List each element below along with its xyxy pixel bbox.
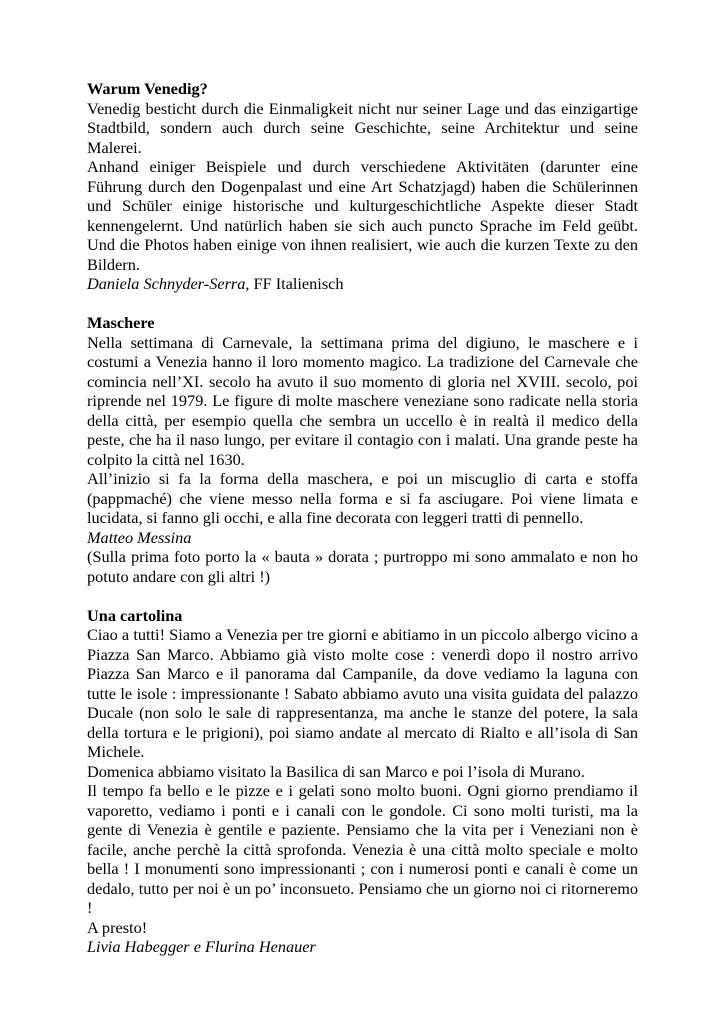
closing-line: A presto! <box>87 917 148 937</box>
author-role: , FF Italienisch <box>245 274 344 293</box>
note-paragraph: (Sulla prima foto porto la « bauta » dorata ; purtroppo mi sono ammalato e non ho potuto andare con gli altri !) <box>87 547 638 586</box>
author-signature <box>87 274 638 294</box>
section-una-cartolina <box>87 606 638 957</box>
author-signature: Livia Habegger e Flurina Henauer <box>87 937 316 956</box>
paragraph: Anhand einiger Beispiele und durch verschiedene Aktivitäten (darunter eine Führung durch den Dogenpalast und eine Art Schatzjagd) haben die Schülerinnen und Schüler einige historische und kulturgeschichtliche Aspekte dieser Stadt kennengelernt. Und natürlich haben sie sich auch puncto Sprache im Feld geübt. Und die Photos haben einige von ihnen realisiert, wie auch die kurzen Texte zu den Bildern. <box>87 157 638 274</box>
section-warum-venedig <box>87 79 638 294</box>
section-title: Warum Venedig? <box>87 79 208 98</box>
author-signature: Matteo Messina <box>87 527 192 547</box>
paragraph: Il tempo fa bello e le pizze e i gelati sono molto buoni. Ogni giorno prendiamo il vaporetto, vediamo i ponti e i canali con le gondole. Ci sono molti turisti, ma la gente di Venezia è gentile e paziente. Pensiamo che la vita per i Veneziani non è facile, anche perchè la città sprofonda. Venezia è una città molto speciale e molto bella ! I monumenti sono impressionanti ; con i numerosi ponti e canali è come un dedalo, tutto per noi è un po’ inconsueto. Pensiamo che un giorno noi ci ritorneremo ! <box>87 781 638 917</box>
paragraph: Domenica abbiamo visitato la Basilica di san Marco e poi l’isola di Murano. <box>87 761 585 781</box>
spacer <box>87 294 638 314</box>
paragraph: Nella settimana di Carnevale, la settimana prima del digiuno, le maschere e i costumi a Venezia hanno il loro momento magico. La tradizione del Carnevale che comincia nell’XI. secolo ha avuto il suo momento di gloria nel XVIII. secolo, poi riprende nel 1979. Le figure di molte maschere veneziane sono radicate nella storia della città, per esempio quella che sembra un uccello è in realtà il medico della peste, che ha il naso lungo, per evitare il contagio con i malati. Una grande peste ha colpito la città nel 1630. <box>87 332 638 469</box>
paragraph: Ciao a tutti! Siamo a Venezia per tre giorni e abitiamo in un piccolo albergo vicino a Piazza San Marco. Abbiamo già visto molte cose : venerdì dopo il nostro arrivo Piazza San Marco e il panorama dal Campanile, da dove vediamo la laguna con tutte le isole : impressionante ! Sabato abbiamo avuto una visita guidata del palazzo Ducale (non solo le sale di rappresentanza, ma anche le stanze del potere, la sala della tortura e le prigioni), poi siamo andate al mercato di Rialto e all’isola di San Michele. <box>87 625 638 761</box>
section-title: Maschere <box>87 313 155 332</box>
section-maschere <box>87 313 638 586</box>
section-title: Una cartolina <box>87 605 183 625</box>
paragraph: Venedig besticht durch die Einmaligkeit nicht nur seiner Lage und das einzigartige Stadtbild, sondern auch durch seine Geschichte, seine Architektur und seine Malerei. <box>87 98 638 157</box>
document-page <box>87 79 638 957</box>
author-name: Daniela Schnyder-Serra <box>87 274 246 293</box>
paragraph: All’inizio si fa la forma della maschera, e poi un miscuglio di carta e stoffa (pappmaché) che viene messo nella forma e si fa asciugare. Poi viene limata e lucidata, si fanno gli occhi, e alla fine decorata con leggeri tratti di pennello. <box>87 469 638 527</box>
spacer <box>87 586 638 606</box>
